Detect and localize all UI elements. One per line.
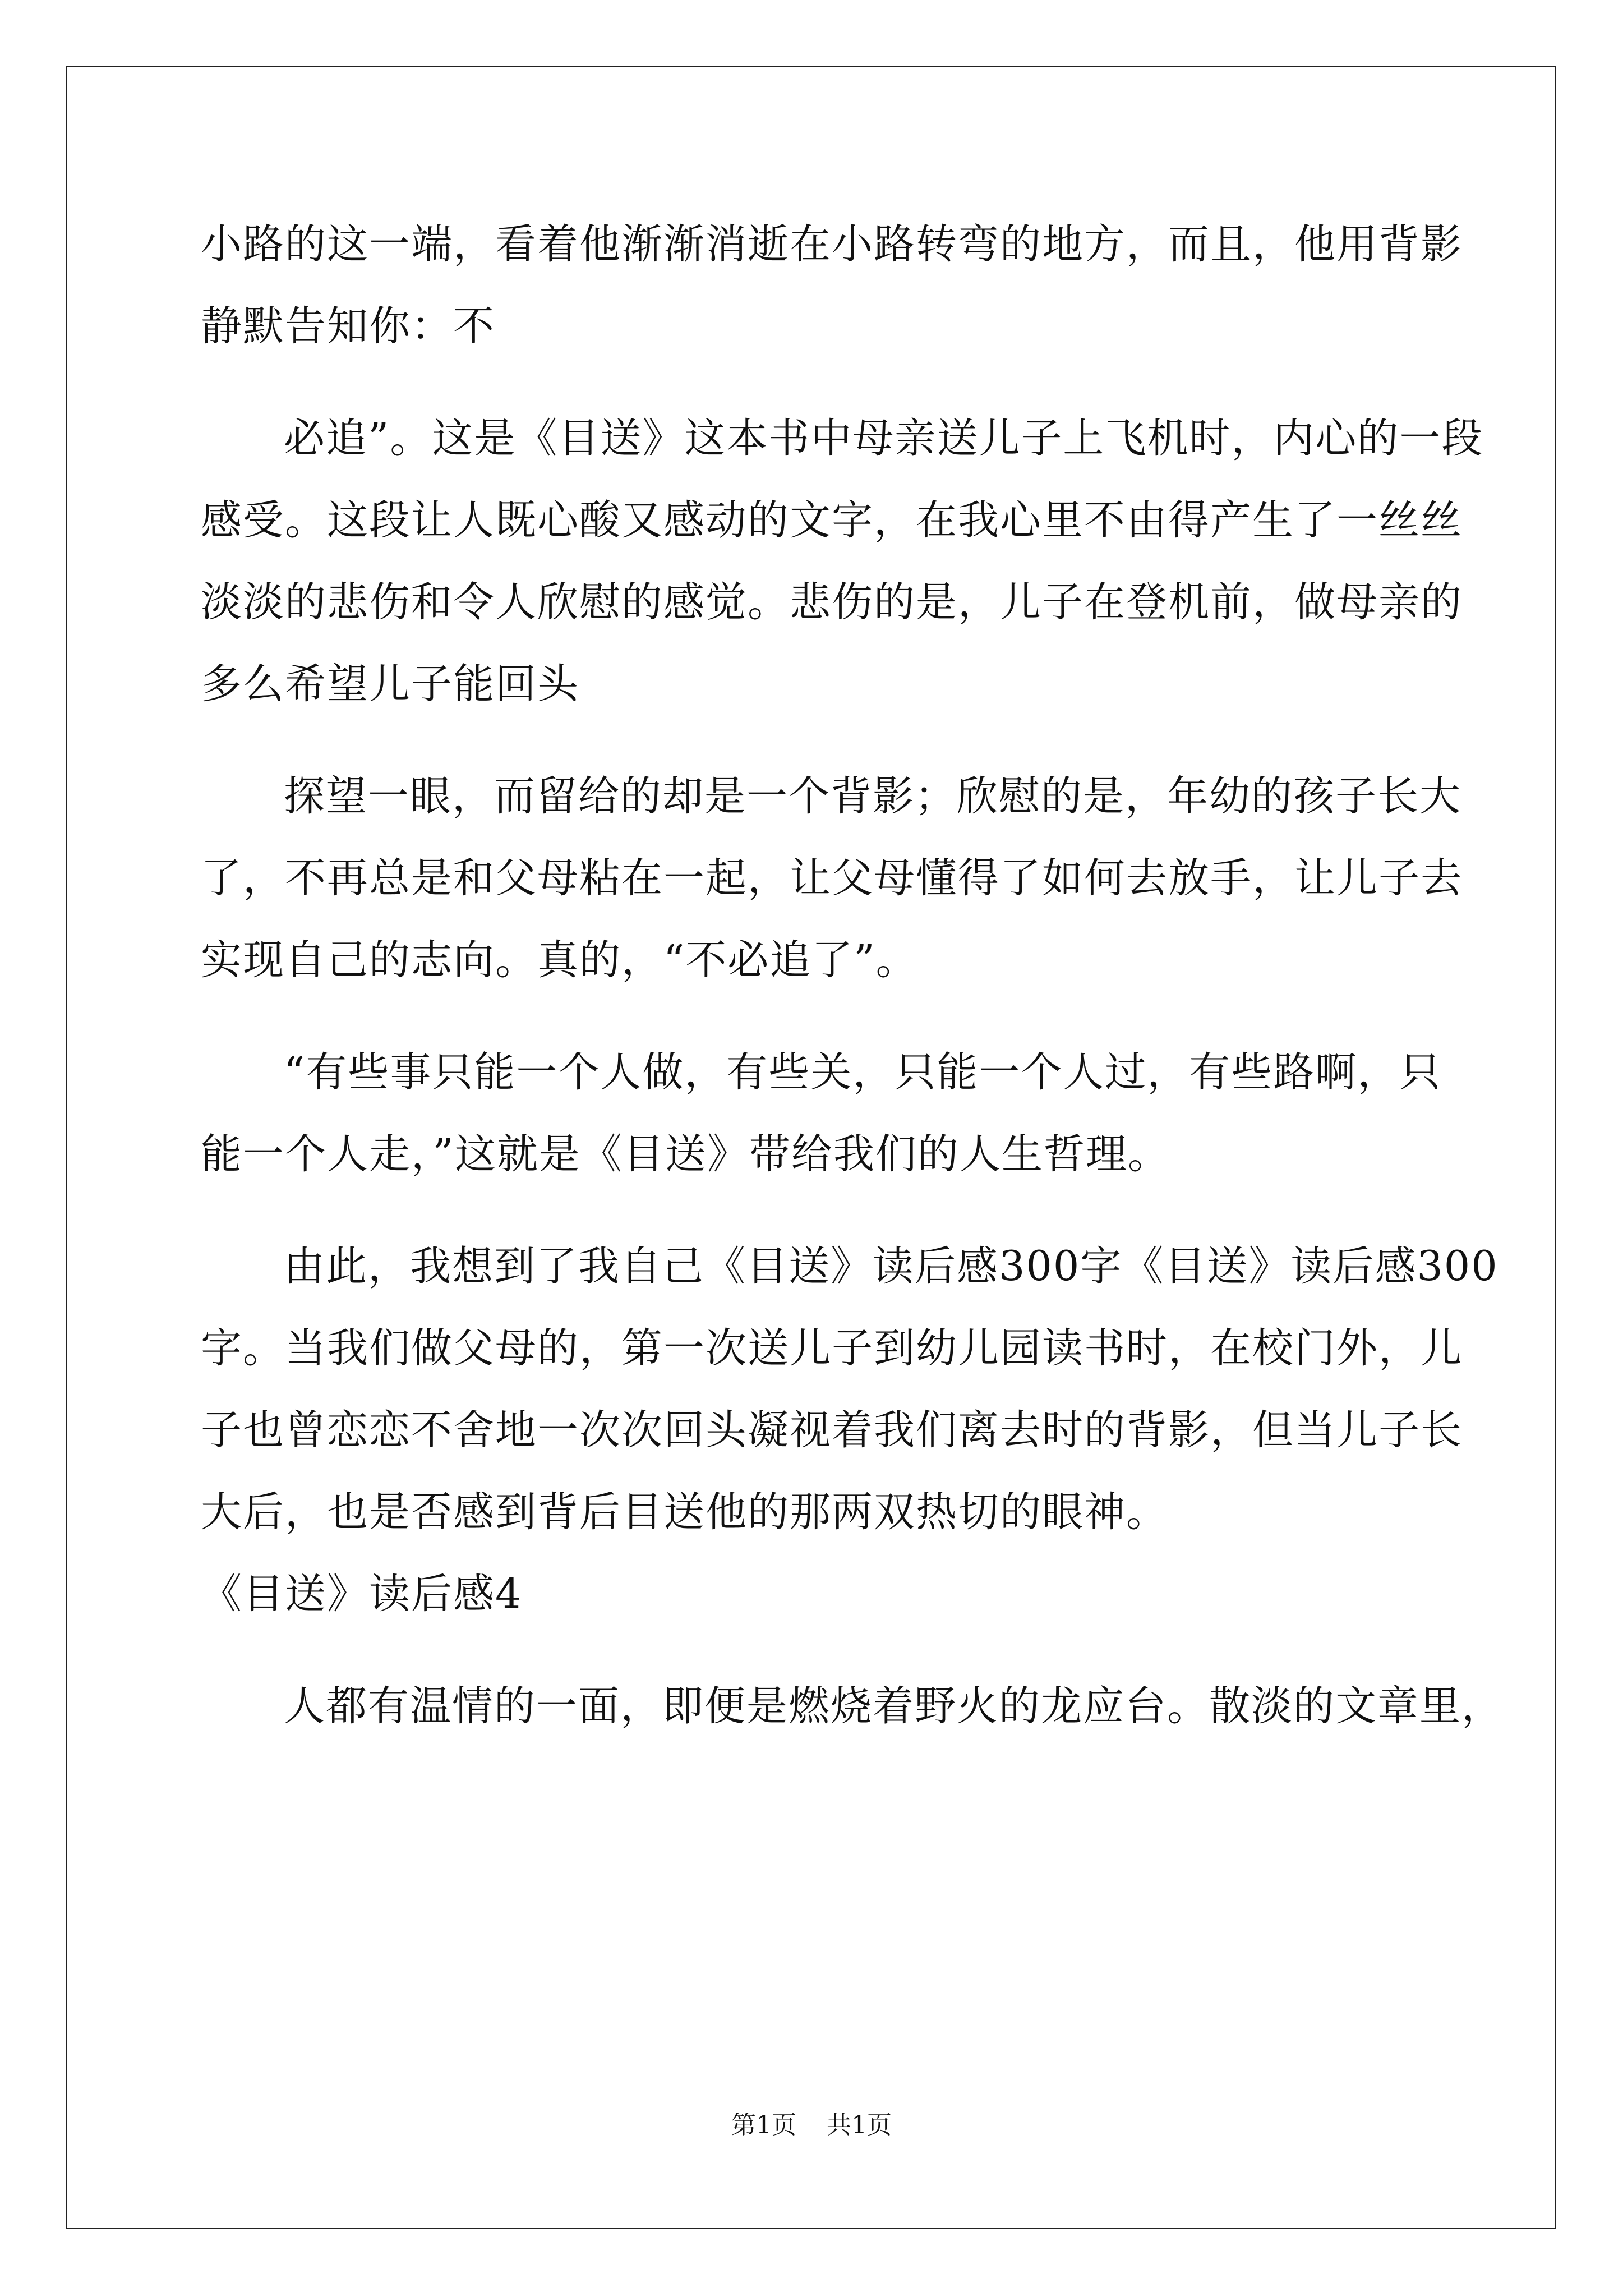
text-line: 多么希望儿子能回头 [201, 660, 579, 708]
text-line: 静默告知你：不 [201, 302, 495, 350]
text-line: “有些事只能一个人做，有些关，只能一个人过，有些路啊，只 [284, 1048, 1442, 1096]
text-line: 感受。这段让人既心酸又感动的文字，在我心里不由得产生了一丝丝 [201, 496, 1463, 544]
text-line: 必追”。这是《目送》这本书中母亲送儿子上飞机时，内心的一段 [284, 415, 1484, 462]
text-line: 能一个人走，”这就是《目送》带给我们的人生哲理。 [201, 1130, 1170, 1178]
text-line: 子也曾恋恋不舍地一次次回头凝视着我们离去时的背影，但当儿子长 [201, 1406, 1463, 1454]
text-line: 探望一眼，而留给的却是一个背影；欣慰的是，年幼的孩子长大 [284, 772, 1461, 820]
page-number: 第1页 [731, 2111, 796, 2139]
page-footer [0, 2105, 1623, 2141]
text-line: 淡淡的悲伤和令人欣慰的感觉。悲伤的是，儿子在登机前，做母亲的 [201, 578, 1463, 626]
text-line: 小路的这一端，看着他渐渐消逝在小路转弯的地方，而且，他用背影 [201, 220, 1463, 268]
section-heading: 《目送》读后感4 [201, 1570, 523, 1618]
total-pages: 共1页 [827, 2111, 892, 2139]
text-line: 由此，我想到了我自己《目送》读后感300字《目送》读后感300 [284, 1243, 1498, 1290]
text-line: 字。当我们做父母的，第一次送儿子到幼儿园读书时，在校门外，儿 [201, 1324, 1463, 1372]
text-line: 实现自己的志向。真的，“不必追了”。 [201, 936, 918, 984]
text-line: 人都有温情的一面，即便是燃烧着野火的龙应台。散淡的文章里， [284, 1682, 1504, 1730]
text-line: 大后，也是否感到背后目送他的那两双热切的眼神。 [201, 1488, 1168, 1536]
text-line: 了，不再总是和父母粘在一起，让父母懂得了如何去放手，让儿子去 [201, 854, 1463, 902]
